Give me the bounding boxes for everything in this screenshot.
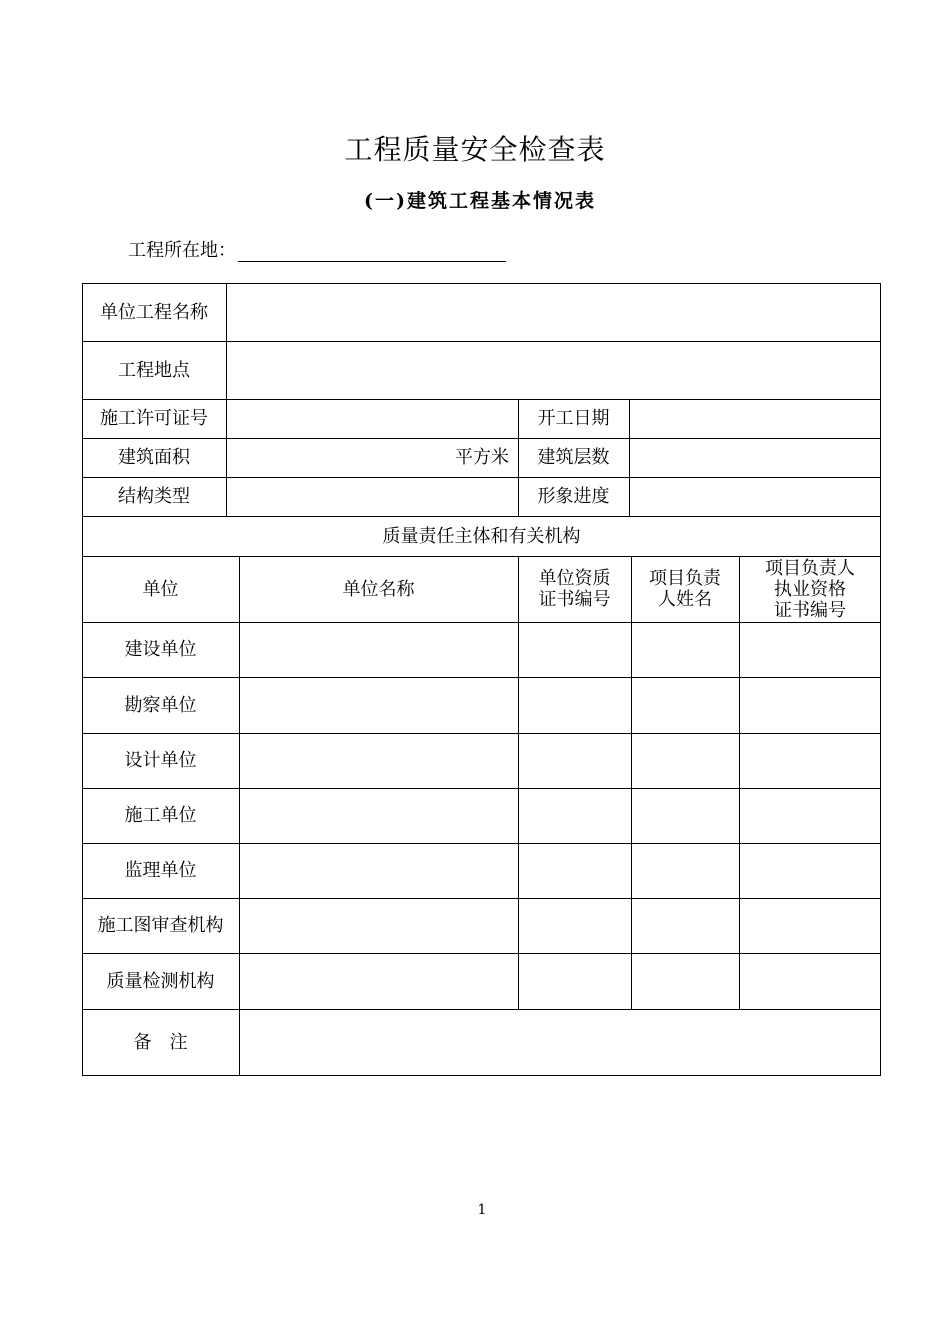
input-project-site[interactable] — [226, 341, 881, 399]
header-manager-name — [631, 556, 739, 622]
input-floors[interactable] — [629, 438, 881, 477]
header-qual-line2: 执业资格 — [774, 578, 846, 600]
page-title: 工程质量安全检查表 — [344, 133, 606, 166]
input-permit-no[interactable] — [226, 399, 518, 438]
header-unit: 单位 — [142, 578, 179, 600]
column-divider — [239, 556, 240, 1076]
label-floor-area: 建筑面积 — [118, 447, 190, 468]
entity-survey-unit: 勘察单位 — [124, 694, 197, 716]
column-divider — [518, 556, 519, 1009]
label-unit-project-name: 单位工程名称 — [100, 301, 208, 323]
area-unit-label: 平方米 — [455, 447, 509, 468]
input-floor-area[interactable] — [226, 438, 518, 477]
header-manager-line1: 项目负责 — [649, 568, 721, 589]
project-location-field — [128, 236, 506, 262]
column-divider — [739, 556, 740, 1009]
project-location-blank[interactable] — [238, 239, 506, 262]
label-floors: 建筑层数 — [537, 447, 610, 468]
project-location-label: 工程所在地： — [128, 240, 236, 261]
label-progress: 形象进度 — [537, 486, 610, 507]
header-cert-no-line2: 证书编号 — [538, 589, 611, 610]
label-remarks: 备 注 — [133, 1032, 188, 1053]
entity-drawing-review: 施工图审查机构 — [97, 915, 224, 936]
input-unit-project-name[interactable] — [226, 283, 881, 341]
label-structure-type: 结构类型 — [118, 486, 190, 507]
header-manager-line2: 人姓名 — [658, 589, 712, 610]
input-structure-type[interactable] — [226, 477, 518, 516]
page-number: 1 — [477, 1202, 487, 1218]
section-header: 质量责任主体和有关机构 — [382, 525, 581, 547]
header-cert-no-line1: 单位资质 — [538, 568, 611, 589]
header-qual-line3: 证书编号 — [774, 599, 846, 621]
header-qual-line1: 项目负责人 — [765, 557, 855, 579]
table-subtitle: (一)建筑工程基本情况表 — [364, 190, 596, 212]
column-divider — [631, 556, 632, 1009]
entity-supervision-unit: 监理单位 — [124, 860, 197, 881]
header-unit-name: 单位名称 — [342, 578, 415, 600]
entity-design-unit: 设计单位 — [124, 750, 197, 771]
input-start-date[interactable] — [629, 399, 881, 438]
entity-builder-unit: 施工单位 — [124, 805, 197, 826]
header-cert-no — [518, 556, 631, 622]
label-start-date: 开工日期 — [537, 408, 610, 429]
input-progress[interactable] — [629, 477, 881, 516]
header-qualification-cert — [739, 556, 881, 622]
input-remarks[interactable] — [239, 1009, 881, 1076]
label-project-site: 工程地点 — [118, 359, 190, 381]
label-permit-no: 施工许可证号 — [100, 408, 208, 429]
entity-construction-unit: 建设单位 — [124, 639, 197, 660]
entity-quality-testing: 质量检测机构 — [106, 970, 215, 992]
